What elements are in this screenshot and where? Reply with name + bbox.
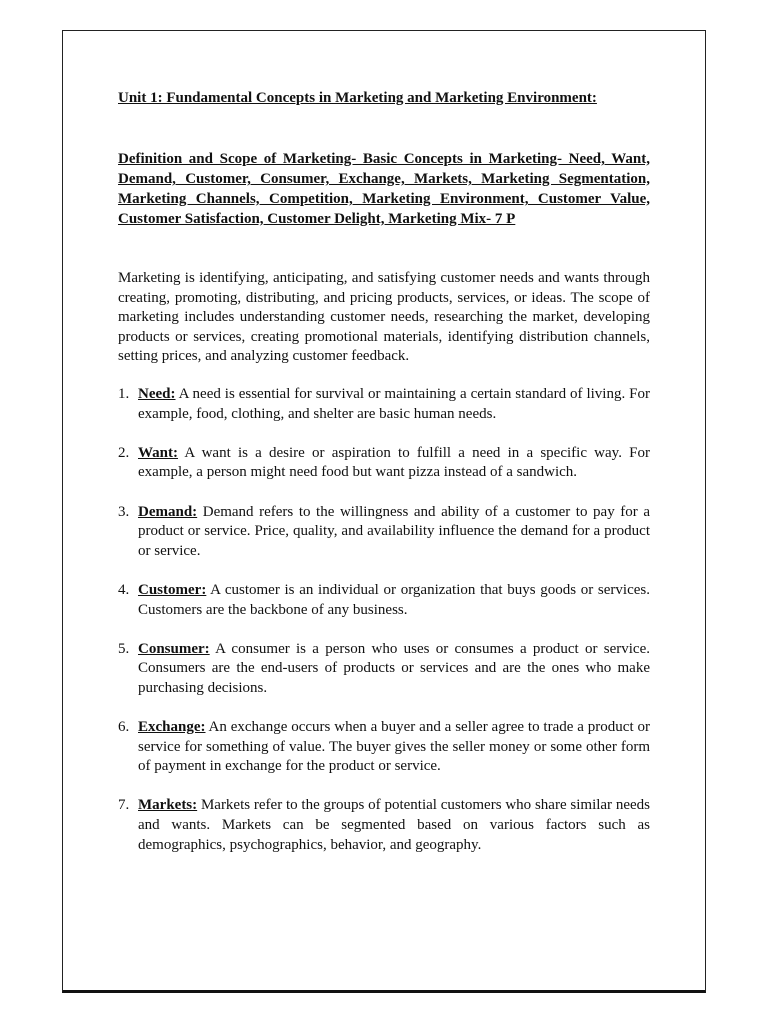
- concept-text: A need is essential for survival or maintaining a certain standard of living. For example, food, clothing, and shelter are basic human needs.: [138, 385, 650, 422]
- concept-item-want: [118, 444, 650, 483]
- concept-term: Demand:: [138, 503, 198, 520]
- section-heading: Definition and Scope of Marketing- Basic Concepts in Marketing- Need, Want, Demand, Customer, Consumer, Exchange, Markets, Marketing Segmentation, Marketing Channels, Competition, Marketing Environment, Customer Value, Customer Satisfaction, Customer Delight, Marketing Mix- 7 P: [118, 151, 650, 227]
- concept-number: 5.: [118, 640, 130, 657]
- concept-term: Markets:: [138, 797, 198, 814]
- concept-text: A consumer is a person who uses or consumes a product or service. Consumers are the end-users of products or services and are the ones who make purchasing decisions.: [138, 640, 650, 696]
- unit-title: Unit 1: Fundamental Concepts in Marketing and Marketing Environment:: [118, 90, 597, 106]
- concept-number: 3.: [118, 503, 130, 520]
- concept-text: Markets refer to the groups of potential customers who share similar needs and wants. Markets can be segmented based on various factors such as demographics, psychographics, behavior, and geography.: [138, 797, 650, 853]
- concept-term: Consumer:: [138, 640, 210, 657]
- concept-text: An exchange occurs when a buyer and a seller agree to trade a product or service for something of value. The buyer gives the seller money or some other form of payment in exchange for the product or service.: [138, 719, 650, 775]
- concept-text: A customer is an individual or organization that buys goods or services. Customers are the backbone of any business.: [138, 581, 650, 618]
- concept-term: Need:: [138, 385, 176, 402]
- concept-number: 4.: [118, 581, 130, 598]
- concept-item-markets: [118, 796, 650, 855]
- concept-number: 6.: [118, 719, 130, 736]
- intro-paragraph: Marketing is identifying, anticipating, and satisfying customer needs and wants through creating, promoting, distributing, and pricing products, services, or ideas. The scope of marketing includes understanding customer needs, researching the market, developing products or services, creating promotional materials, identifying distribution channels, setting prices, and analyzing customer feedback.: [118, 270, 650, 365]
- concept-number: 1.: [118, 385, 130, 402]
- concept-item-consumer: [118, 640, 650, 699]
- concept-list: [118, 385, 650, 855]
- concept-number: 2.: [118, 444, 130, 461]
- concept-text: A want is a desire or aspiration to fulfill a need in a specific way. For example, a person might need food but want pizza instead of a sandwich.: [138, 444, 650, 481]
- concept-item-customer: [118, 581, 650, 620]
- concept-text: Demand refers to the willingness and ability of a customer to pay for a product or service. Price, quality, and availability influence the demand for a product or service.: [138, 503, 650, 559]
- concept-term: Exchange:: [138, 719, 206, 736]
- concept-number: 7.: [118, 797, 130, 814]
- document-body: [118, 88, 650, 875]
- concept-term: Want:: [138, 444, 179, 461]
- concept-item-demand: [118, 503, 650, 562]
- concept-term: Customer:: [138, 581, 207, 598]
- concept-item-exchange: [118, 718, 650, 777]
- concept-item-need: [118, 385, 650, 424]
